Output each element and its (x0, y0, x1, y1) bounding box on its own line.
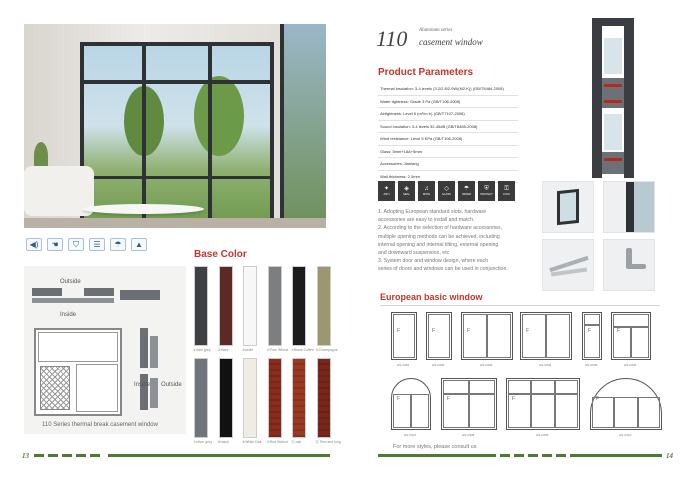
parameter-list (378, 83, 518, 183)
param-item: Water tightness: Grade 3 Pa (GB/T106-2008) (378, 96, 518, 109)
decor-line (378, 454, 496, 457)
swatch-label: ②Mars (217, 348, 229, 352)
lock-icon: ▲ (131, 238, 147, 251)
decor-line (108, 454, 330, 457)
profile-cross-section (574, 18, 654, 178)
fixed-pane-mark: F (512, 395, 516, 402)
swatch-label: ⑩Red Walnut (266, 440, 288, 444)
color-swatch (292, 266, 306, 346)
page-number-left: 13 (22, 452, 29, 460)
swatch-label: ⑤Black Coffee (291, 348, 314, 352)
param-item: Glass: 5mm+18A+5mm (378, 146, 518, 159)
decor-stripe (34, 454, 104, 457)
feature-line: multiple opening methods can be achieved, including (378, 233, 500, 240)
fixed-pane-mark: F (617, 328, 621, 335)
color-swatch (317, 358, 331, 438)
feature-line: 2. According to the selection of hardware accessories, (378, 225, 502, 232)
fixed-pane-mark: F (432, 328, 436, 335)
feature-icon-row (26, 238, 147, 251)
fixed-pane-mark: F (588, 328, 592, 335)
window-type-code: HS-C010 (619, 433, 632, 437)
window-type-drawing (391, 312, 417, 360)
waterproof-icon: ☂ (110, 238, 126, 251)
param-item: Wind resistance: Level 5 KPa (GB/T106-2008) (378, 133, 518, 146)
swatch-label: ⑧black (217, 440, 229, 444)
window-type-drawing (611, 312, 651, 360)
param-item: Accessories: Jianlang (378, 158, 518, 171)
color-swatch (243, 358, 257, 438)
color-swatch (292, 358, 306, 438)
param-item: Airtightness: Level 6 (m³/m·h) (GB/T7107-2008) (378, 108, 518, 121)
feature-list (378, 208, 538, 274)
seal-icon: ◈ SEAL (398, 181, 415, 201)
param-item: Sound insulation: 3-4 levels 32-45dB (GB/T8485-2008) (378, 121, 518, 134)
label-inside-top: Inside (60, 312, 77, 318)
color-swatch (268, 358, 282, 438)
diagram-caption: 110 Series thermal break casement window (42, 422, 158, 428)
feature-line: series of doors and windows can be used in conjunction. (378, 266, 508, 273)
swatch-label: ⑫ Red and long (315, 440, 341, 444)
window-type-drawing (506, 378, 580, 430)
glass-icon: ◇ GLASS (438, 181, 455, 201)
water-icon: ☂ WATER (458, 181, 475, 201)
hinge-photo (542, 239, 594, 291)
series-name: casement window (419, 37, 483, 47)
product-parameters-title: Product Parameters (378, 67, 474, 78)
decor-line (570, 454, 662, 457)
fixed-pane-mark: F (447, 395, 451, 402)
base-color-title: Base Color (194, 249, 247, 260)
window-type-drawing (520, 312, 572, 360)
label-outside-top: Outside (60, 279, 81, 285)
window-type-drawing (582, 312, 602, 360)
anti-icon: ✦ ANTI (378, 181, 395, 201)
feature-line: and downward suspension, etc (378, 250, 450, 257)
window-type-code: HS-C003 (480, 363, 493, 367)
casement-sash-photo (542, 181, 594, 233)
window-type-code: HS-C009 (536, 433, 549, 437)
hand-icon: ☚ (47, 238, 63, 251)
param-item: Thermal insulation: 3-4 levels (3.2/2.8/2.0W/(M2.K)) (GB/T8484-2008) (378, 83, 518, 96)
swatch-label: ①dark grey (193, 348, 211, 352)
color-swatch (268, 266, 282, 346)
fixed-pane-mark: F (397, 328, 401, 335)
swatch-label: ⑨White Oak (242, 440, 262, 444)
label-inside-side: Inside (134, 382, 151, 388)
label-outside-side: Outside (161, 382, 182, 388)
color-swatch (219, 358, 233, 438)
color-swatch (219, 266, 233, 346)
window-type-code: HS-C007 (404, 433, 417, 437)
section-diagram (24, 266, 186, 434)
decor-stripe (500, 454, 566, 457)
window-type-drawing (391, 378, 431, 430)
fixed-pane-mark: F (467, 328, 471, 335)
performance-icon-row (378, 181, 515, 201)
window-type-code: HS-C001 (397, 363, 410, 367)
series-number: 110 (376, 26, 408, 51)
param-item: Wall thickness: 2.0mm (378, 171, 518, 184)
fixed-pane-mark: F (397, 395, 401, 402)
divider (380, 305, 660, 306)
window-type-drawing (590, 378, 662, 430)
feature-line: 3. System door and window design, where each (378, 258, 489, 265)
color-swatch (194, 266, 208, 346)
fixed-pane-mark: F (596, 395, 600, 402)
european-window-title: European basic window (380, 292, 483, 302)
swatch-label: ④Pure Wheat (266, 348, 289, 352)
color-swatch (243, 266, 257, 346)
handle-photo (603, 239, 655, 291)
color-swatch (317, 266, 331, 346)
window-type-code: HS-C002 (432, 363, 445, 367)
page-number-right: 14 (666, 452, 673, 460)
window-type-code: HS-C004 (539, 363, 552, 367)
window-type-code: HS-C008 (462, 433, 475, 437)
lock-icon: ⚿ LOCK (498, 181, 515, 201)
mute-icon: ♫ MUTE (418, 181, 435, 201)
feature-line: 1. Adopting European standard slots, hardware (378, 209, 487, 215)
protect-icon: ⛨ PROTECT (478, 181, 495, 201)
frame-corner-photo (603, 181, 655, 233)
window-type-drawing (426, 312, 452, 360)
window-type-code: HS-C005 (585, 363, 598, 367)
color-swatch (194, 358, 208, 438)
swatch-label: ⑥Champagne (315, 348, 338, 352)
sound-icon: ◀) (26, 238, 42, 251)
window-type-drawing (461, 312, 513, 360)
consult-note: For more styles, please consult us (393, 444, 477, 450)
interior-window-photo (24, 24, 326, 228)
window-type-code: HS-C006 (624, 363, 637, 367)
insulation-icon: ☰ (89, 238, 105, 251)
swatch-label: ⑪ oak (291, 440, 302, 444)
feature-line: internal opening and internal tilting, external opening (378, 241, 499, 248)
swatch-label: ③white (242, 348, 254, 352)
fixed-pane-mark: F (526, 328, 530, 335)
window-elevation-drawing (34, 328, 122, 416)
shield-icon: ⛉ (68, 238, 84, 251)
window-type-drawing (441, 378, 497, 430)
swatch-label: ⑦silver grey (193, 440, 213, 444)
feature-line: accessories are easy to install and match. (378, 217, 475, 224)
series-subtitle: Aluminum series (419, 28, 453, 33)
